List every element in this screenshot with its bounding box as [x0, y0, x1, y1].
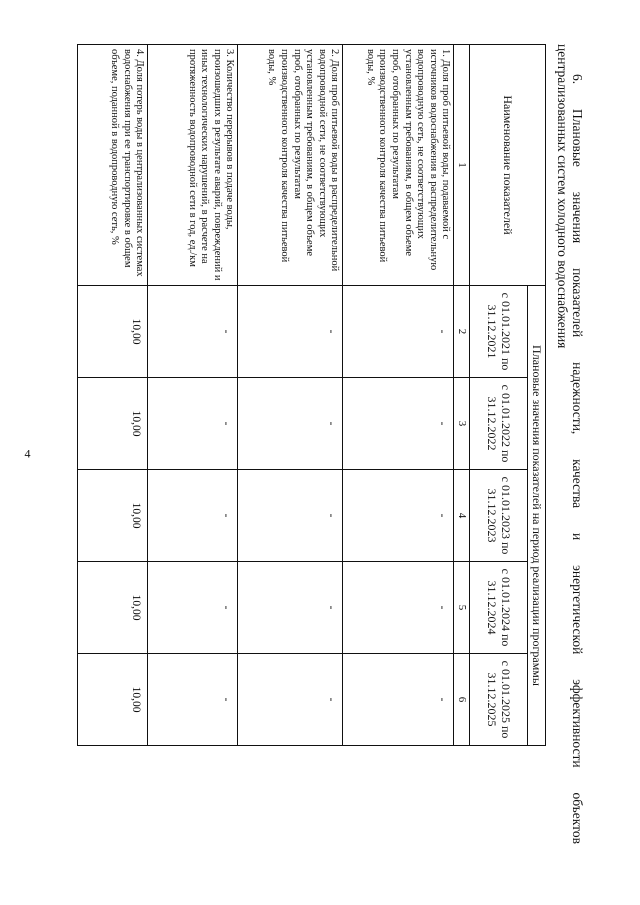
indicator-value: 10,00	[78, 378, 148, 470]
header-planned-values: Плановые значения показателей на период реализации программы	[528, 286, 546, 746]
header-period-2021: с 01.01.2021 по 31.12.2021	[470, 286, 528, 378]
indicator-value: -	[148, 562, 238, 654]
indicator-value: -	[343, 654, 454, 746]
indicator-name: 4. Доля потерь воды в централизованных системах водоснабжения при ее транспортировке в общем объеме, поданной в водопроводную сеть, %	[78, 45, 148, 286]
indicator-value: -	[148, 378, 238, 470]
indicators-table	[77, 44, 546, 746]
table-row	[148, 45, 238, 746]
indicator-value: 10,00	[78, 562, 148, 654]
header-period-2023: с 01.01.2023 по 31.12.2023	[470, 470, 528, 562]
indicator-value: -	[238, 470, 343, 562]
column-number: 6	[454, 654, 470, 746]
section-title-line-1: 6. Плановые значения показателей надежности, качества и энергетической эффективности объектов	[570, 74, 585, 844]
indicator-name: 2. Доля проб питьевой воды в распределительной водопроводной сети, не соответствующих установленным требованиям, в общем объеме проб, отобранных по результатам производственного контроля качества питьевой воды, %	[238, 45, 343, 286]
indicator-value: -	[343, 378, 454, 470]
indicator-name: 1. Доля проб питьевой воды, подаваемой с источников водоснабжения в распределительную водопроводную сеть, не соответствующих установленным требованиям, в общем объеме проб, отобранных по результатам производственного контроля качества питьевой воды, %	[343, 45, 454, 286]
header-indicator-name: Наименование показателей	[470, 45, 546, 286]
section-title-line-2: централизованных систем холодного водоснабжения	[555, 44, 570, 349]
indicator-value: -	[238, 654, 343, 746]
page-number: 4	[24, 446, 31, 461]
indicator-value: -	[343, 470, 454, 562]
header-period-2024: с 01.01.2024 по 31.12.2024	[470, 562, 528, 654]
column-number: 5	[454, 562, 470, 654]
indicator-value: 10,00	[78, 654, 148, 746]
indicator-value: 10,00	[78, 470, 148, 562]
indicator-value: -	[343, 286, 454, 378]
indicator-value: -	[148, 470, 238, 562]
indicator-value: -	[238, 562, 343, 654]
indicator-value: 10,00	[78, 286, 148, 378]
indicator-value: -	[148, 286, 238, 378]
column-number: 1	[454, 45, 470, 286]
indicator-value: -	[343, 562, 454, 654]
indicator-value: -	[238, 286, 343, 378]
table-row	[238, 45, 343, 746]
column-number: 4	[454, 470, 470, 562]
section-title	[555, 44, 585, 844]
column-number: 3	[454, 378, 470, 470]
header-period-2022: с 01.01.2022 по 31.12.2022	[470, 378, 528, 470]
column-number-row	[454, 45, 470, 746]
header-period-2025: с 01.01.2025 по 31.12.2025	[470, 654, 528, 746]
column-number: 2	[454, 286, 470, 378]
table-row	[343, 45, 454, 746]
indicator-value: -	[238, 378, 343, 470]
indicator-name: 3. Количество перерывов в подаче воды, произошедших в результате аварий, повреждений и иных технологических нарушений, в расчете на протяженность водопроводной сети в год, ед./км	[148, 45, 238, 286]
table-header-row-1	[528, 45, 546, 746]
indicator-value: -	[148, 654, 238, 746]
table-row	[78, 45, 148, 746]
